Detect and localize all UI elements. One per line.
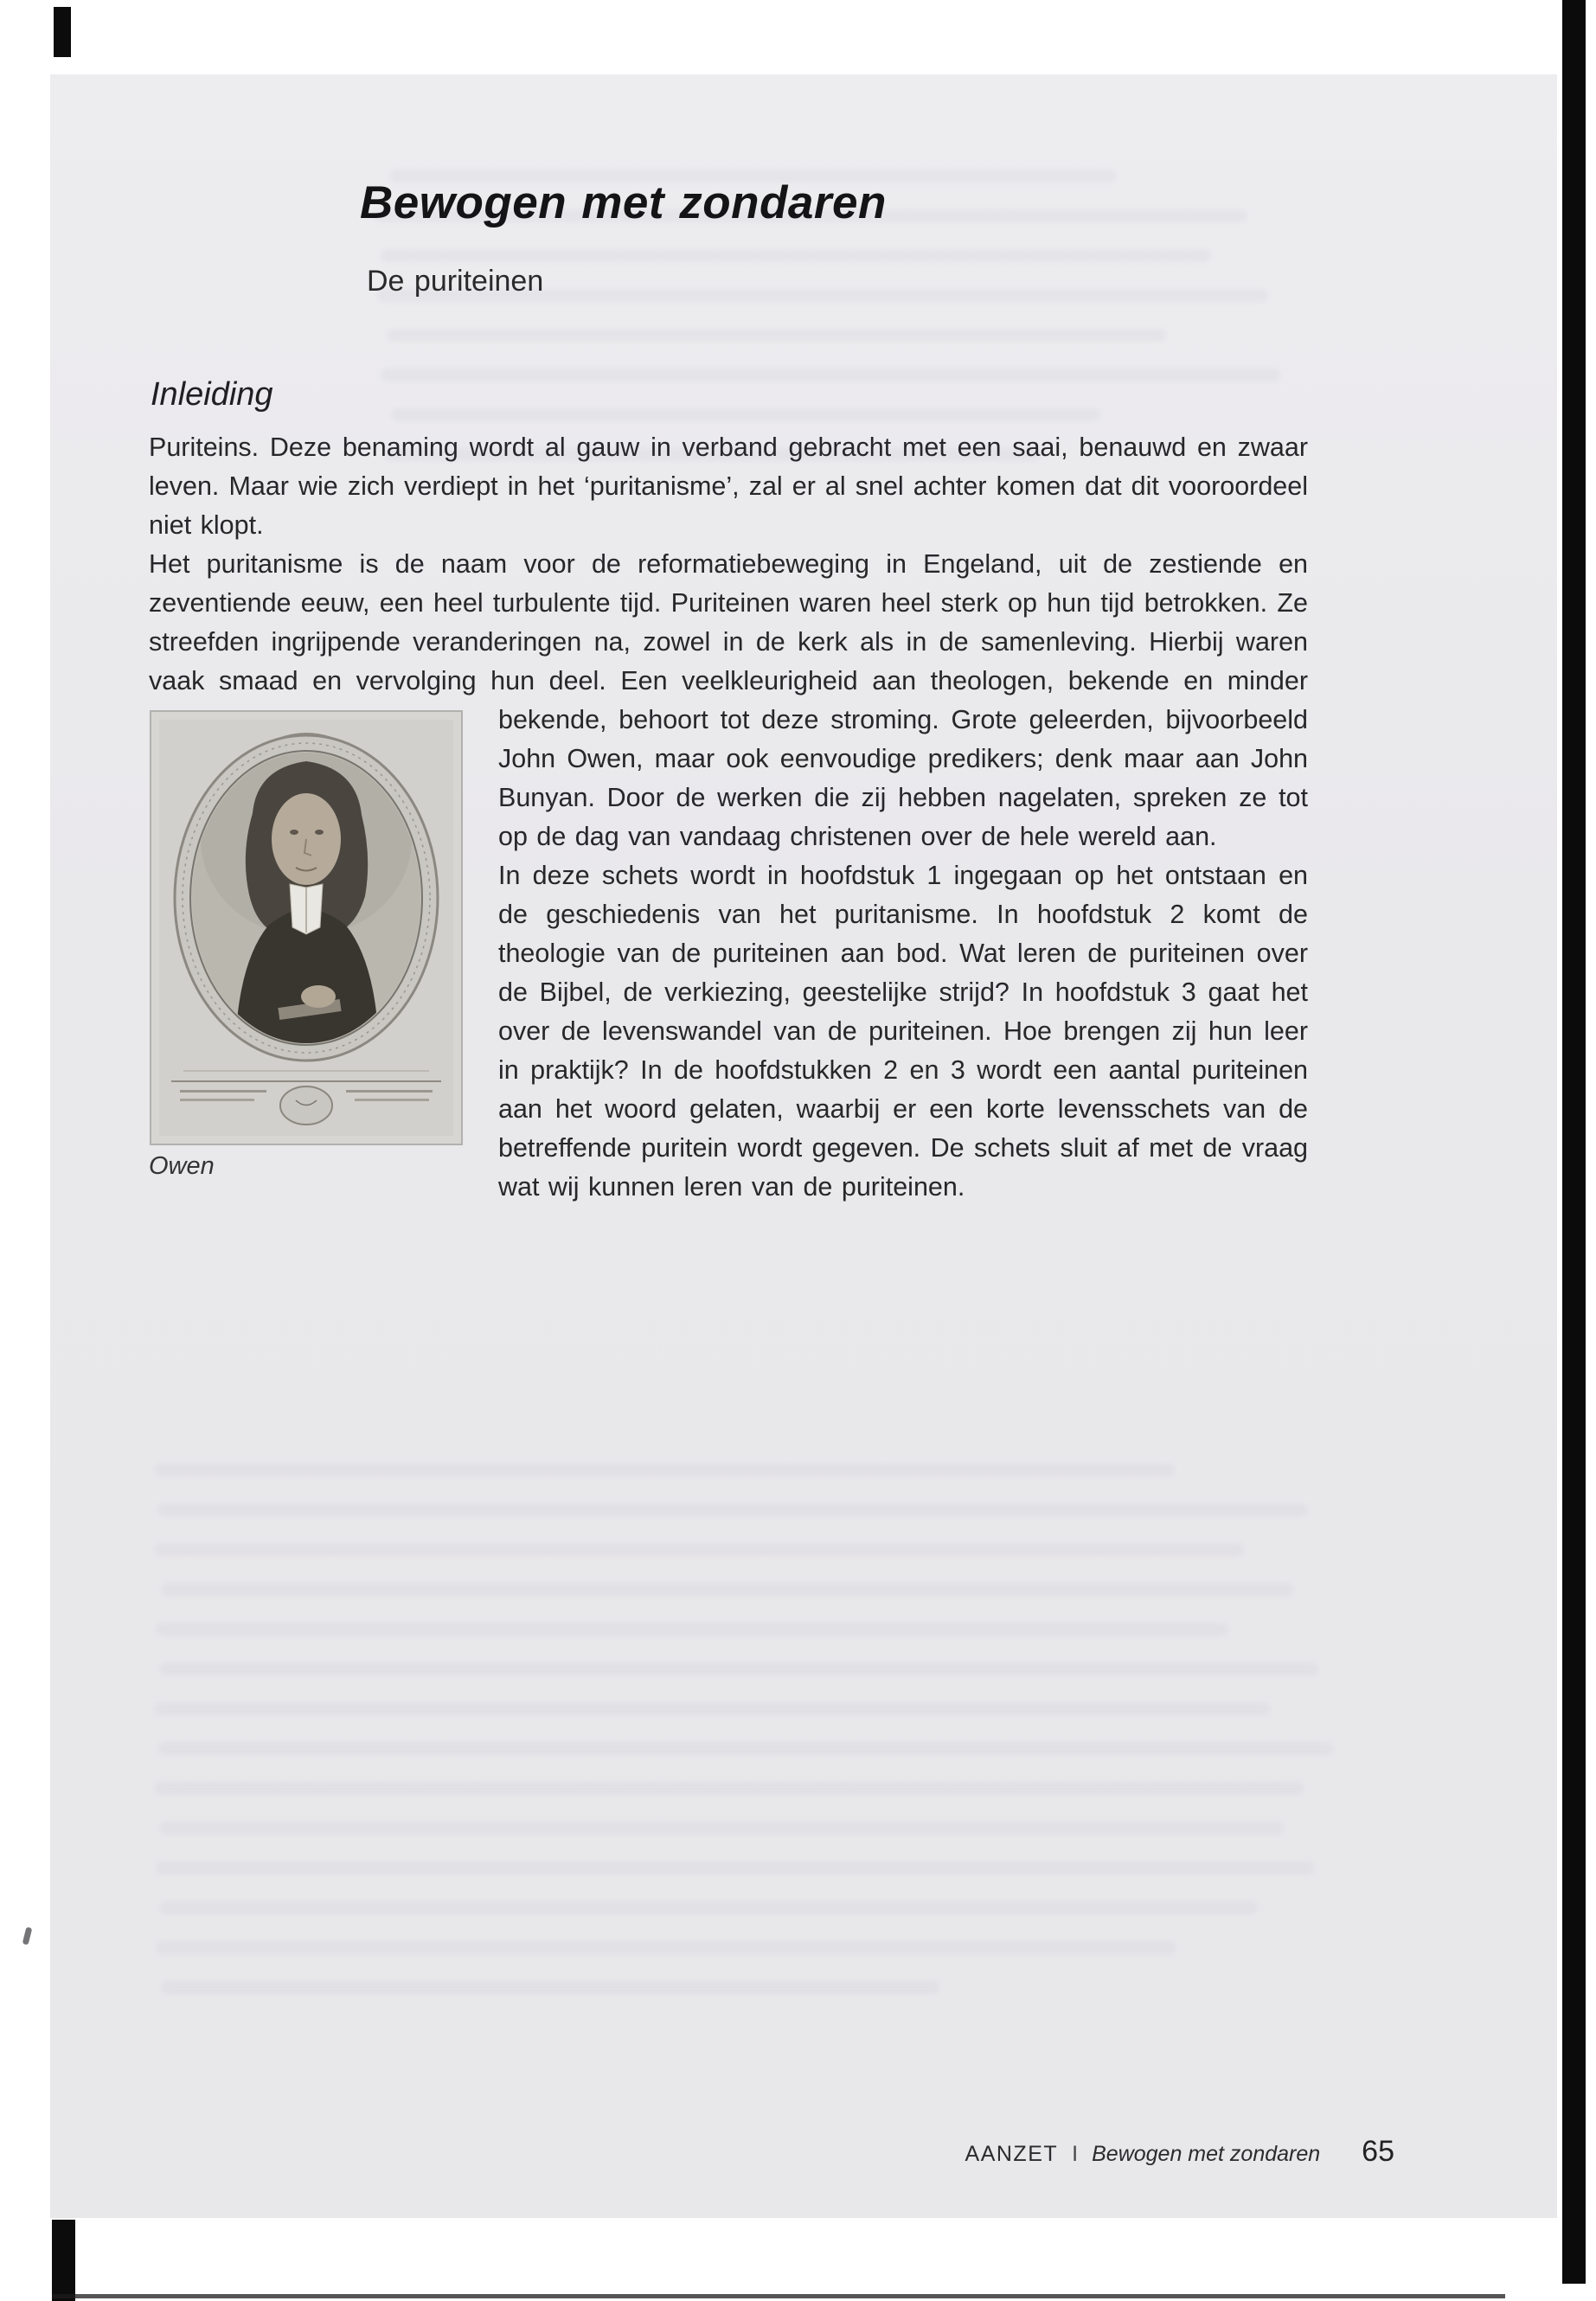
- paragraph-text: In deze schets wordt in hoofdstuk 1 ingegaan op het ontstaan en de geschiedenis van het puritanisme. In hoofdstuk 2 komt de theologie van de puriteinen aan bod. Wat leren de puriteinen over de Bijbel, de verkiezing, geestelijke strijd? In hoofdstuk 3 gaat het over de levenswandel van de puriteinen. Hoe brengen zij hun leer in praktijk? In de hoofdstukken 2 en 3 wordt een aantal puriteinen aan het woord gelaten, waarbij er een korte levensschets van de betreffende puritein wordt gegeven. De schets sluit af met de vraag wat wij kunnen leren van de puriteinen.: [498, 861, 1308, 1202]
- footer-journal-name: AANZET: [965, 2142, 1059, 2166]
- owen-portrait: [149, 709, 464, 1185]
- section-heading: Inleiding: [151, 376, 273, 413]
- page-subtitle: De puriteinen: [367, 265, 544, 298]
- scan-stray-mark: [22, 1926, 33, 1945]
- footer-separator: I: [1072, 2142, 1079, 2166]
- paragraph-text: Puriteins. Deze benaming wordt al gauw in verband gebracht met een saai, benauwd en zwaar leven. Maar wie zich verdiept in het ‘puritanisme’, zal er al snel achter komen dat dit vooroordeel niet klopt.: [149, 433, 1308, 540]
- footer-page-number: 65: [1362, 2135, 1394, 2168]
- page-title: Bewogen met zondaren: [360, 177, 887, 228]
- article-content: [149, 177, 1308, 1207]
- paragraph-text: tot deze stroming. Grote geleerden, bijvoorbeeld John Owen, maar ook eenvoudige predikers; denk maar aan John Bunyan. Door de werken die zij hebben nagelaten, spreken ze tot op de dag van vandaag christenen over de hele wereld aan.: [498, 705, 1308, 851]
- body-text: [149, 428, 1308, 1207]
- scan-artifact-bottom-left: [52, 2220, 75, 2301]
- portrait-engraving-image: [149, 709, 464, 1146]
- paragraph-text: Het puritanisme is de naam voor de reformatiebeweging in Engeland, uit de zestiende en zeventiende eeuw, een heel turbulente tijd. Puriteinen waren heel sterk op hun tijd betrokken. Ze streefden ingrijpende veranderingen na, zowel in de kerk als in de samenleving. Hierbij waren vaak smaad en vervolging hun deel. Een veelkleurigheid aan theologen, bekende en minder bekende, behoort: [149, 549, 1308, 734]
- portrait-caption: Owen: [149, 1152, 215, 1180]
- page-bottom-edge: [52, 2294, 1505, 2298]
- paragraph: [149, 428, 1308, 545]
- scan-artifact-top-left: [54, 7, 71, 57]
- binding-shadow-bar: [1562, 0, 1586, 2284]
- page-footer: [657, 2135, 1394, 2169]
- footer-article-title: Bewogen met zondaren: [1092, 2142, 1321, 2166]
